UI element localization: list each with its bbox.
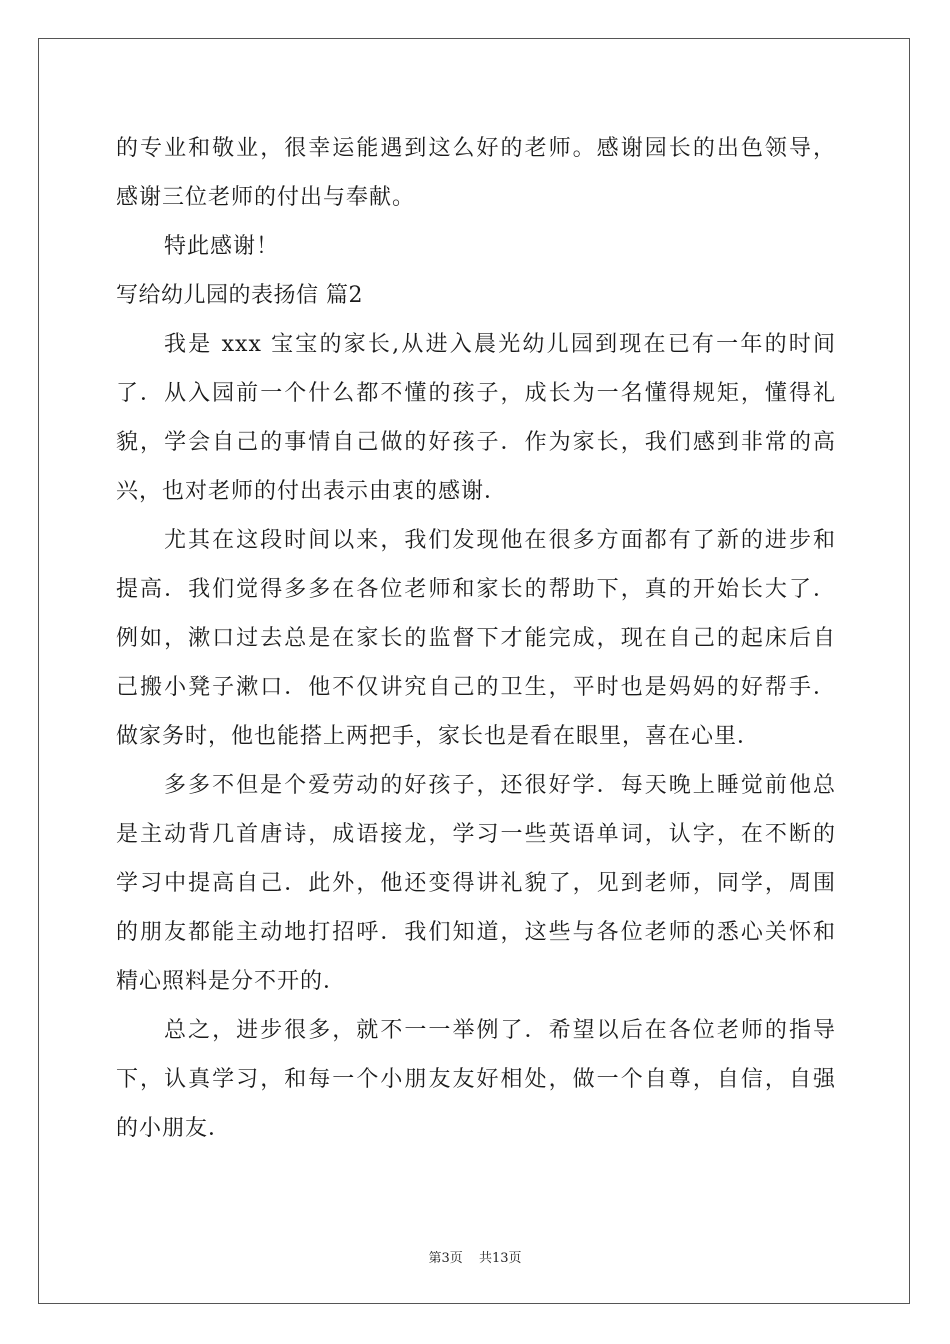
page-total: 共13页 [478,1251,522,1266]
closing-line: 特此感谢！ [164,234,280,259]
paragraph-line: 感谢三位老师的付出与奉献。 [116,185,416,210]
paragraph-line: 的专业和敬业，很幸运能遇到这么好的老师。感谢园长的出色领导， [116,136,836,161]
paragraph-line: 的朋友都能主动地打招呼．我们知道，这些与各位老师的悉心关怀和 [116,920,836,945]
paragraph-line: 的小朋友． [116,1116,232,1141]
paragraph-line: 兴，也对老师的付出表示由衷的感谢． [116,479,508,504]
paragraph-line: 我是 xxx 宝宝的家长,从进入晨光幼儿园到现在已有一年的时间 [164,332,836,357]
paragraph-line: 己搬小凳子漱口．他不仅讲究自己的卫生，平时也是妈妈的好帮手． [116,675,836,700]
page-number: 第3页 [428,1251,463,1266]
page-footer [0,1247,950,1266]
section-heading: 写给幼儿园的表扬信 篇2 [116,283,363,308]
paragraph-line: 了．从入园前一个什么都不懂的孩子，成长为一名懂得规矩，懂得礼 [116,381,836,406]
paragraph-line: 多多不但是个爱劳动的好孩子，还很好学．每天晚上睡觉前他总 [164,773,836,798]
paragraph-line: 总之，进步很多，就不一一举例了．希望以后在各位老师的指导 [164,1018,836,1043]
paragraph-line: 是主动背几首唐诗，成语接龙，学习一些英语单词，认字，在不断的 [116,822,836,847]
paragraph-line: 精心照料是分不开的． [116,969,347,994]
paragraph-line: 学习中提高自己．此外，他还变得讲礼貌了，见到老师，同学，周围 [116,871,836,896]
paragraph-line: 下，认真学习，和每一个小朋友友好相处，做一个自尊，自信，自强 [116,1067,836,1092]
paragraph-line: 例如，漱口过去总是在家长的监督下才能完成，现在自己的起床后自 [116,626,836,651]
document-body [116,124,836,1153]
paragraph-line: 提高．我们觉得多多在各位老师和家长的帮助下，真的开始长大了． [116,577,836,602]
paragraph-line: 貌，学会自己的事情自己做的好孩子．作为家长，我们感到非常的高 [116,430,836,455]
paragraph-line: 尤其在这段时间以来，我们发现他在很多方面都有了新的进步和 [164,528,836,553]
paragraph-line: 做家务时，他也能搭上两把手，家长也是看在眼里，喜在心里． [116,724,761,749]
